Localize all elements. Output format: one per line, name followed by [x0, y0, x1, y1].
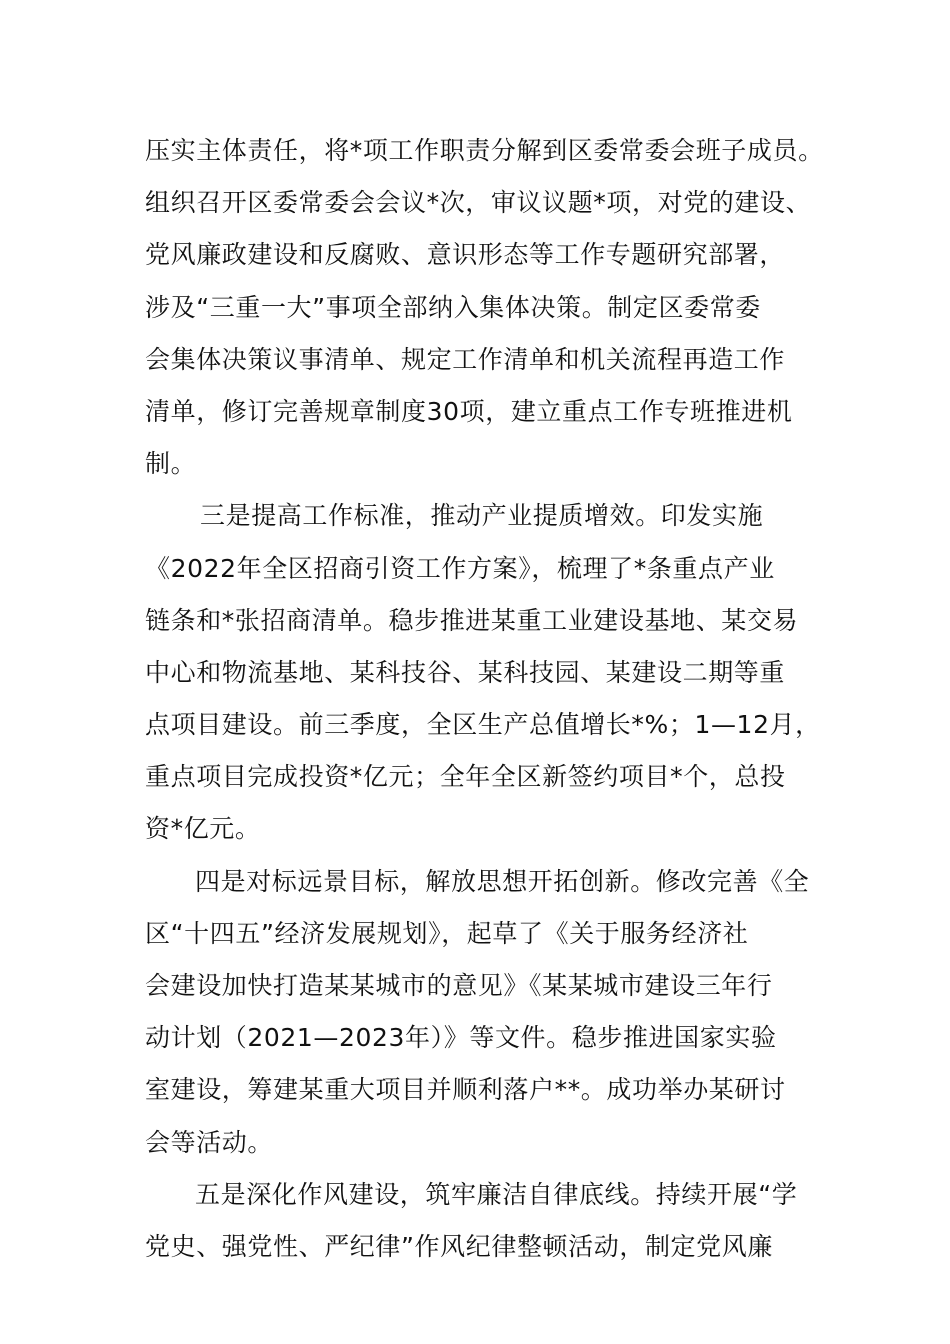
text-line: 《2022年全区招商引资工作方案》，梳理了*条重点产业: [145, 553, 775, 583]
text-line: 压实主体责任，将*项工作职责分解到区委常委会班子成员。: [145, 136, 824, 165]
text-line: 中心和物流基地、某科技谷、某科技园、某建设二期等重: [145, 657, 786, 687]
text-line: 会建设加快打造某某城市的意见》《某某城市建设三年行: [145, 971, 773, 1000]
paragraph-start-line: 三是提高工作标准，推动产业提质增效。印发实施: [200, 501, 764, 531]
text-line: 党风廉政建设和反腐败、意识形态等工作专题研究部署，: [145, 240, 786, 270]
body-text: [145, 125, 825, 1273]
paragraph-start-line: 四是对标远景目标，解放思想开拓创新。修改完善《全: [195, 866, 810, 896]
text-line: 重点项目完成投资*亿元；全年全区新签约项目*个，总投: [145, 762, 786, 792]
text-line: 组织召开区委常委会会议*次，审议议题*项，对党的建设、: [145, 188, 812, 218]
text-line: 会集体决策议事清单、规定工作清单和机关流程再造工作: [145, 344, 786, 374]
text-line: 室建设，筹建某重大项目并顺利落户**。成功举办某研讨: [145, 1075, 786, 1105]
text-line: 资*亿元。: [145, 814, 261, 844]
text-line: 区“十四五”经济发展规划》，起草了《关于服务经济社: [145, 918, 749, 948]
text-line: 动计划（2021—2023年）》等文件。稳步推进国家实验: [145, 1023, 777, 1053]
text-line: 清单，修订完善规章制度30项，建立重点工作专班推进机: [145, 396, 793, 426]
text-line: 链条和*张招商清单。稳步推进某重工业建设基地、某交易: [145, 605, 799, 635]
text-line: 党史、强党性、严纪律”作风纪律整顿活动，制定党风廉: [145, 1231, 773, 1261]
text-line: 会等活动。: [145, 1127, 274, 1157]
text-line: 涉及“三重一大”事项全部纳入集体决策。制定区委常委: [145, 292, 761, 322]
text-line: 点项目建设。前三季度，全区生产总值增长*%；1—12月，: [145, 710, 821, 740]
paragraph-start-line: 五是深化作风建设，筑牢廉洁自律底线。持续开展“学: [195, 1179, 798, 1209]
text-line: 制。: [145, 449, 197, 479]
